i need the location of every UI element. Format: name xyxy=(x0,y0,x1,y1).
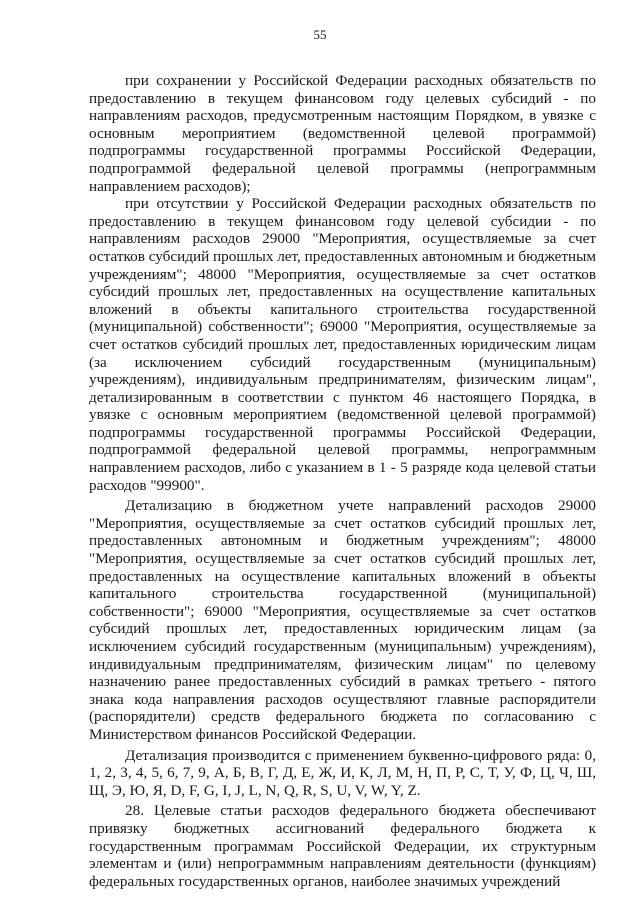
paragraph-budget-obligations-present: при сохранении у Российской Федерации расходных обязательств по предоставлению в текущем финансовом году целевых субсидий - по направлениям расходов, предусмотренным настоящим Порядком, в увязке с основным мероприятием (ведомственной целевой программой) подпрограммы государственной программы Российской Федерации, подпрограммой федеральной целевой программы (непрограммным направлением расходов); xyxy=(89,72,596,195)
document-body xyxy=(89,72,596,890)
paragraph-item-28: 28. Целевые статьи расходов федерального бюджета обеспечивают привязку бюджетных ассигнований федерального бюджета к государственным программам Российской Федерации, их структурным элементам и (или) непрограммным направлениям деятельности (функциям) федеральных государственных органов, наиболее значимых учреждений xyxy=(89,802,596,890)
paragraph-alphanumeric-series: Детализация производится с применением буквенно-цифрового ряда: 0, 1, 2, 3, 4, 5, 6, 7, 9, А, Б, В, Г, Д, Е, Ж, И, К, Л, М, Н, П, Р, С, Т, У, Ф, Ц, Ч, Ш, Щ, Э, Ю, Я, D, F, G, I, J, L, N, Q, R, S, U, V, W, Y, Z. xyxy=(89,746,596,799)
paragraph-budget-obligations-absent: при отсутствии у Российской Федерации расходных обязательств по предоставлению в текущем финансовом году целевой субсидии - по направлениям расходов 29000 "Мероприятия, осуществляемые за счет остатков субсидий прошлых лет, предоставленных автономным и бюджетным учреждениям"; 48000 "Мероприятия, осуществляемые за счет остатков субсидий прошлых лет, предоставленных на осуществление капитальных вложений в объекты капитального строительства государственной (муниципальной) собственности"; 69000 "Мероприятия, осуществляемые за счет остатков субсидий прошлых лет, предоставленных юридическим лицам (за исключением субсидий государственным (муниципальным) учреждениям), индивидуальным предпринимателям, физическим лицам", детализированным в соответствии с пунктом 46 настоящего Порядка, в увязке с основным мероприятием (ведомственной целевой программой) подпрограммы государственной программы Российской Федерации, подпрограммой федеральной целевой программы, непрограммным направлением расходов, либо с указанием в 1 - 5 разряде кода целевой статьи расходов "99900". xyxy=(89,195,596,494)
paragraph-detailing-accounting: Детализацию в бюджетном учете направлений расходов 29000 "Мероприятия, осуществляемые за счет остатков субсидий прошлых лет, предоставленных автономным и бюджетным учреждениям"; 48000 "Мероприятия, осуществляемые за счет остатков субсидий прошлых лет, предоставленных на осуществление капитальных вложений в объекты капитального строительства государственной (муниципальной) собственности"; 69000 "Мероприятия, осуществляемые за счет остатков субсидий прошлых лет, предоставленных юридическим лицам (за исключением субсидий государственным (муниципальным) учреждениям), индивидуальным предпринимателям, физическим лицам" по целевому назначению ранее предоставленных субсидий в рамках третьего - пятого знака кода направления расходов осуществляют главные распорядители (распорядители) средств федерального бюджета по согласованию с Министерством финансов Российской Федерации. xyxy=(89,497,596,743)
page-number: 55 xyxy=(313,27,327,42)
